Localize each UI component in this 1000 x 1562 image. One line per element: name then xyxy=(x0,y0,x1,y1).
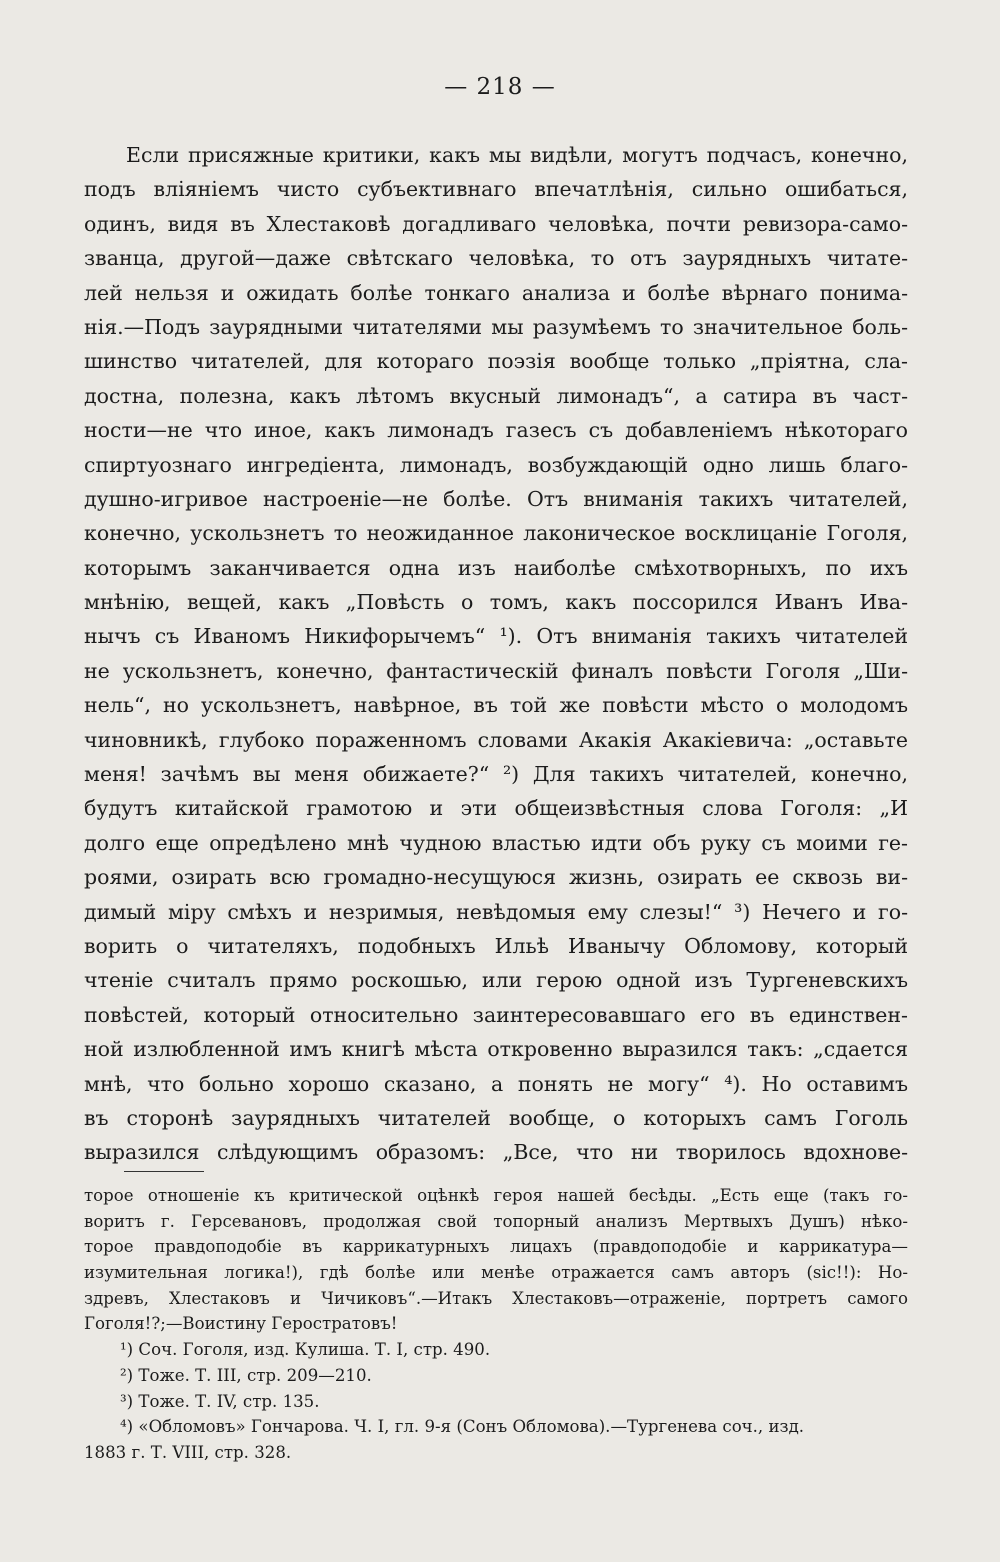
text-line: выразился слѣдующимъ образомъ: „Все, что ни творилось вдохнове- xyxy=(84,1140,908,1165)
footnote-mark: ¹) xyxy=(120,1340,134,1360)
text-line: чиновникѣ, глубоко пораженномъ словами Акакія Акакіевича: „оставьте xyxy=(84,727,908,752)
text-line: долго еще опредѣлено мнѣ чудною властью идти объ руку съ моими ге- xyxy=(84,830,908,855)
text-line: нычъ съ Иваномъ Никифорычемъ“ ¹). Отъ вниманія такихъ читателей xyxy=(84,624,908,649)
text-line: лей нельзя и ожидать болѣе тонкаго анализа и болѣе вѣрнаго понима- xyxy=(84,280,908,305)
footnote-text: Тоже. Т. III, стр. 209—210. xyxy=(138,1365,372,1385)
text-line: шинство читателей, для котораго поэзія вообще только „пріятна, сла- xyxy=(84,349,908,374)
text-line: нель“, но ускользнетъ, навѣрное, въ той же повѣсти мѣсто о молодомъ xyxy=(84,693,908,718)
page-number: — 218 — xyxy=(444,74,556,100)
footnote-mark: ²) xyxy=(120,1365,134,1385)
footnote xyxy=(84,1389,908,1415)
text-line: не ускользнетъ, конечно, фантастическій финалъ повѣсти Гоголя „Ши- xyxy=(84,658,908,683)
footnote-text: Тоже. Т. IV, стр. 135. xyxy=(138,1391,320,1411)
footnote-continuation-line: торое правдоподобіе въ каррикатурныхъ лицахъ (правдоподобіе и каррикатура— xyxy=(84,1237,908,1257)
footnote-text: 1883 г. Т. VIII, стр. 328. xyxy=(84,1442,292,1462)
text-line: Если присяжные критики, какъ мы видѣли, могутъ подчасъ, конечно, xyxy=(126,143,908,167)
text-line: ной излюбленной имъ книгѣ мѣста откровенно выразился такъ: „сдается xyxy=(84,1037,908,1062)
text-line: роями, озирать всю громадно-несущуюся жизнь, озирать ее сквозь ви- xyxy=(84,865,908,890)
footnote-text: Соч. Гоголя, изд. Кулиша. Т. I, стр. 490. xyxy=(138,1340,491,1360)
text-line: спиртуознаго ингредіента, лимонадъ, возбуждающій одно лишь благо- xyxy=(84,452,908,477)
text-line: чтеніе считалъ прямо роскошью, или герою одной изъ Тургеневскихъ xyxy=(84,968,908,993)
text-line: въ сторонѣ заурядныхъ читателей вообще, о которыхъ самъ Гоголь xyxy=(84,1105,908,1130)
text-line: подъ вліяніемъ чисто субъективнаго впечатлѣнія, сильно ошибаться, xyxy=(84,177,908,202)
text-line: ворить о читателяхъ, подобныхъ Ильѣ Иванычу Обломову, который xyxy=(84,933,908,958)
body-text xyxy=(84,138,908,1170)
footnote-mark: ³) xyxy=(120,1391,134,1411)
footnote-continuation-line xyxy=(84,1440,908,1466)
text-line: мнѣ, что больно хорошо сказано, а понять не могу“ ⁴). Но оставимъ xyxy=(84,1071,908,1096)
text-line: мнѣнію, вещей, какъ „Повѣсть о томъ, какъ поссорился Иванъ Ива- xyxy=(84,590,908,615)
footnote-mark: ⁴) xyxy=(120,1417,134,1437)
text-line: одинъ, видя въ Хлестаковѣ догадливаго человѣка, почти ревизора-само- xyxy=(84,211,908,236)
footnote-continuation-line: здревъ, Хлестаковъ и Чичиковъ“.—Итакъ Хлестаковъ—отраженіе, портретъ самого xyxy=(84,1288,908,1308)
text-line: достна, полезна, какъ лѣтомъ вкусный лимонадъ“, а сатира въ част- xyxy=(84,383,908,408)
footnote-rule xyxy=(124,1171,204,1172)
footnote xyxy=(84,1337,908,1363)
text-line: будутъ китайской грамотою и эти общеизвѣстныя слова Гоголя: „И xyxy=(84,796,908,821)
footnotes xyxy=(84,1183,908,1466)
text-line: конечно, ускользнетъ то неожиданное лаконическое восклицаніе Гоголя, xyxy=(84,521,908,546)
footnote-continuation-line: Гоголя!?;—Воистину Геростратовъ! xyxy=(84,1314,398,1334)
text-line: меня! зачѣмъ вы меня обижаете?“ ²) Для такихъ читателей, конечно, xyxy=(84,762,908,787)
text-line: ности—не что иное, какъ лимонадъ газесъ съ добавленіемъ нѣкотораго xyxy=(84,418,908,443)
text-line: нія.—Подъ заурядными читателями мы разумѣемъ то значительное боль- xyxy=(84,314,908,339)
footnote-continuation-line: воритъ г. Герсевановъ, продолжая свой топорный анализъ Мертвыхъ Душъ) нѣко- xyxy=(84,1211,908,1231)
footnote-text: «Обломовъ» Гончарова. Ч. I, гл. 9-я (Сонъ Обломова).—Тургенева соч., изд. xyxy=(138,1417,805,1437)
text-line: которымъ заканчивается одна изъ наиболѣе смѣхотворныхъ, по ихъ xyxy=(84,555,908,580)
footnote-continuation-line: торое отношеніе къ критической оцѣнкѣ героя нашей бесѣды. „Есть еще (такъ го- xyxy=(84,1186,908,1205)
footnote xyxy=(84,1414,908,1440)
text-line: душно-игривое настроеніе—не болѣе. Отъ вниманія такихъ читателей, xyxy=(84,486,908,511)
footnote xyxy=(84,1363,908,1389)
text-line: повѣстей, который относительно заинтересовавшаго его въ единствен- xyxy=(84,1002,908,1027)
text-line: званца, другой—даже свѣтскаго человѣка, то отъ заурядныхъ читате- xyxy=(84,246,908,271)
text-line: димый міру смѣхъ и незримыя, невѣдомыя ему слезы!“ ³) Нечего и го- xyxy=(84,899,908,924)
footnote-continuation-line: изумительная логика!), гдѣ болѣе или менѣе отражается самъ авторъ (sic!!): Но- xyxy=(84,1263,908,1283)
